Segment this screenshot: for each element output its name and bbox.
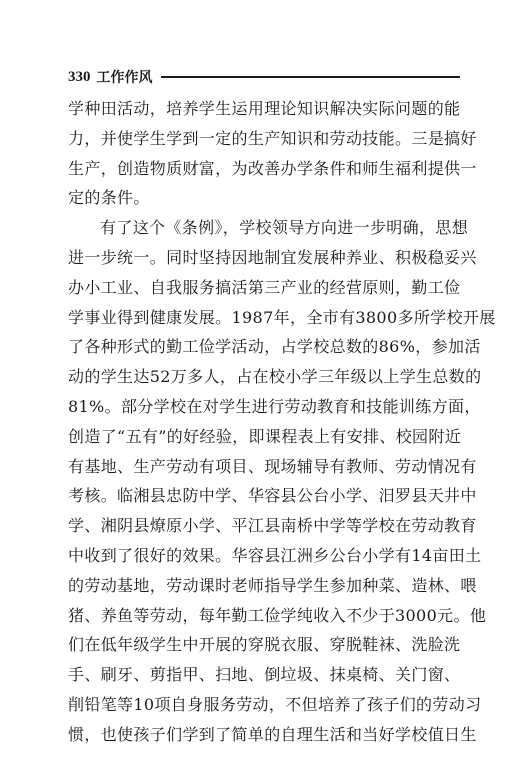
text-line: 削铅笔等10项自身服务劳动，不但培养了孩子们的劳动习 <box>68 694 482 714</box>
body-text <box>68 94 496 750</box>
text-line: 惯，也使孩子们学到了简单的自理生活和当好学校值日生 <box>68 724 477 744</box>
text-line: 动的学生达52万多人，占在校小学三年级以上学生总数的 <box>68 367 482 387</box>
text-line: 中收到了很好的效果。华容县江洲乡公台小学有14亩田土 <box>68 545 482 565</box>
running-header <box>68 67 460 87</box>
text-line: 学、湘阴县燎原小学、平江县南桥中学等学校在劳动教育 <box>68 516 477 536</box>
header-rule <box>161 76 461 78</box>
text-line: 学种田活动，培养学生运用理论知识解决实际问题的能 <box>68 99 461 118</box>
text-line: 定的条件。 <box>68 188 150 208</box>
paragraph <box>68 213 496 749</box>
paragraph <box>68 94 477 213</box>
text-line: 办小工业、自我服务搞活第三产业的经营原则，勤工俭 <box>68 277 461 297</box>
text-line: 考核。临湘县忠防中学、华容县公台小学、汨罗县天井中 <box>68 486 477 506</box>
text-line: 创造了“五有”的好经验，即课程表上有安排、校园附近 <box>68 426 462 446</box>
text-line: 生产，创造物质财富，为改善办学条件和师生福利提供一 <box>68 158 477 178</box>
running-title: 工作作风 <box>96 70 153 86</box>
text-line: 81%。部分学校在对学生进行劳动教育和技能训练方面， <box>68 396 481 416</box>
text-line: 有了这个《条例》，学校领导方向进一步明确，思想 <box>100 218 469 238</box>
page-number: 330 <box>68 68 91 85</box>
text-line: 学事业得到健康发展。1987年，全市有3800多所学校开展 <box>68 307 496 327</box>
text-line: 们在低年级学生中开展的穿脱衣服、穿脱鞋袜、洗脸洗 <box>68 635 461 655</box>
text-line: 进一步统一。同时坚持因地制宜发展种养业、积极稳妥兴 <box>68 247 477 267</box>
text-line: 手、刷牙、剪指甲、扫地、倒垃圾、抹桌椅、关门窗、 <box>68 665 461 685</box>
text-line: 猪、养鱼等劳动，每年勤工俭学纯收入不少于3000元。他 <box>68 605 487 625</box>
text-line: 了各种形式的勤工俭学活动，占学校总数的86%，参加活 <box>68 337 481 357</box>
text-line: 有基地、生产劳动有项目、现场辅导有教师、劳动情况有 <box>68 456 477 476</box>
text-line: 的劳动基地，劳动课时老师指导学生参加种菜、造林、喂 <box>68 575 477 595</box>
text-line: 力，并使学生学到一定的生产知识和劳动技能。三是搞好 <box>68 128 477 148</box>
